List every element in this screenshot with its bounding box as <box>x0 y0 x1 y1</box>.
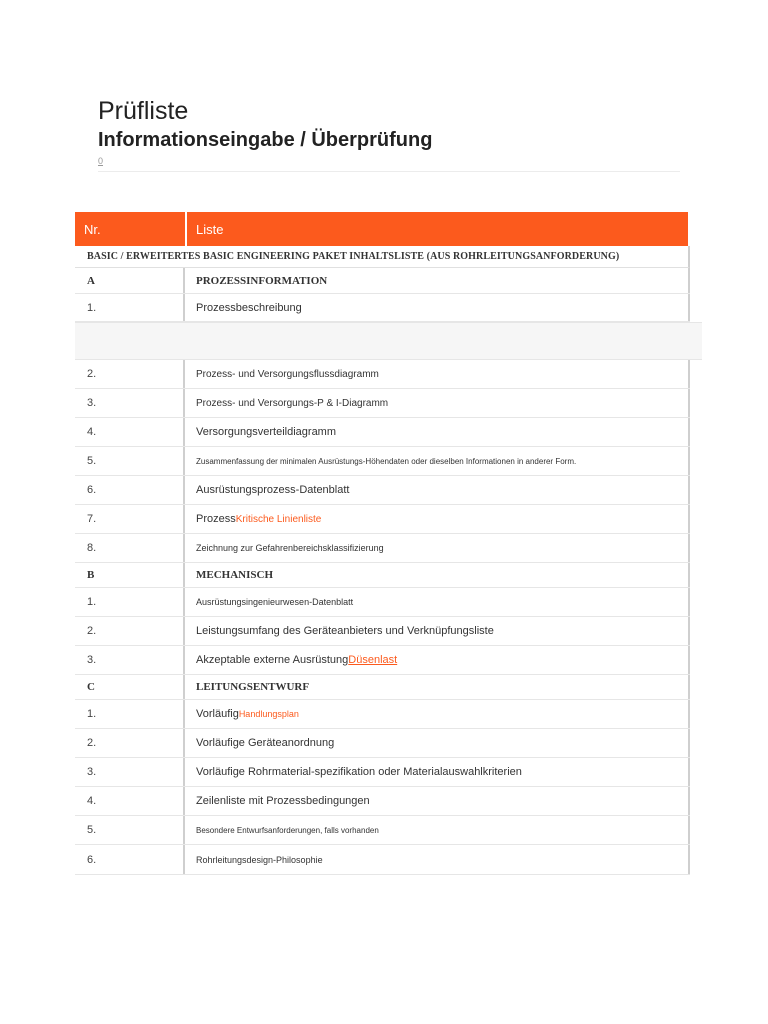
nozzle-load-link[interactable]: Düsenlast <box>348 654 398 666</box>
row-text: Vorläufige Geräteanordnung <box>185 729 690 757</box>
table-row <box>75 534 690 563</box>
column-header-nr: Nr. <box>75 212 185 246</box>
table-row <box>75 617 690 646</box>
row-text <box>185 700 690 728</box>
table-row <box>75 505 690 534</box>
row-text-prefix: Akzeptable externe Ausrüstung <box>196 654 349 666</box>
table-row <box>75 476 690 505</box>
comment-counter[interactable]: 0 <box>98 156 104 166</box>
row-text-prefix: Prozess <box>196 513 236 525</box>
row-text: Prozess- und Versorgungs-P & I-Diagramm <box>185 389 690 417</box>
table-row <box>75 787 690 816</box>
row-number: 3. <box>75 389 185 417</box>
section-row-b <box>75 563 690 588</box>
row-text: Ausrüstungsprozess-Datenblatt <box>185 476 690 504</box>
row-text: Rohrleitungsdesign-Philosophie <box>185 845 690 874</box>
row-text: Ausrüstungsingenieurwesen-Datenblatt <box>185 588 690 616</box>
row-text: Zeilenliste mit Prozessbedingungen <box>185 787 690 815</box>
column-header-liste: Liste <box>187 212 688 246</box>
row-text <box>185 505 690 533</box>
section-letter: A <box>75 268 185 293</box>
row-text <box>185 646 690 674</box>
section-name: PROZESSINFORMATION <box>185 268 690 293</box>
row-number: 3. <box>75 646 185 674</box>
row-text: Leistungsumfang des Geräteanbieters und Verknüpfungsliste <box>185 617 690 645</box>
row-text: Versorgungsverteildiagramm <box>185 418 690 446</box>
row-number: 1. <box>75 588 185 616</box>
row-text: Zusammenfassung der minimalen Ausrüstungs-Höhendaten oder dieselben Informationen in anderer Form. <box>185 447 690 475</box>
row-text: Prozessbeschreibung <box>185 294 690 321</box>
table-row <box>75 588 690 617</box>
critical-line-list-link[interactable]: Kritische Linienliste <box>235 513 322 525</box>
section-name: MECHANISCH <box>185 563 690 587</box>
row-number: 6. <box>75 845 185 874</box>
table-row <box>75 360 690 389</box>
table-row <box>75 389 690 418</box>
divider <box>98 171 680 172</box>
row-number: 5. <box>75 447 185 475</box>
row-number: 7. <box>75 505 185 533</box>
section-row-a <box>75 268 690 294</box>
row-text: Vorläufige Rohrmaterial-spezifikation oder Materialauswahlkriterien <box>185 758 690 786</box>
row-text: Zeichnung zur Gefahrenbereichsklassifizierung <box>185 534 690 562</box>
table-row <box>75 447 690 476</box>
row-number: 6. <box>75 476 185 504</box>
page-subtitle: Informationseingabe / Überprüfung <box>98 129 433 151</box>
table-banner: BASIC / ERWEITERTES BASIC ENGINEERING PAKET INHALTSLISTE (AUS ROHRLEITUNGSANFORDERUNG) <box>75 246 690 268</box>
page-header <box>98 96 680 172</box>
row-number: 8. <box>75 534 185 562</box>
blank-row <box>75 322 702 360</box>
row-number: 2. <box>75 360 185 388</box>
action-plan-link[interactable]: Handlungsplan <box>238 709 299 719</box>
row-number: 2. <box>75 617 185 645</box>
table-row <box>75 729 690 758</box>
table-header <box>75 212 690 246</box>
table-row <box>75 845 690 875</box>
row-number: 4. <box>75 418 185 446</box>
row-number: 2. <box>75 729 185 757</box>
row-text: Besondere Entwurfsanforderungen, falls vorhanden <box>185 816 690 844</box>
table-row <box>75 700 690 729</box>
row-text: Prozess- und Versorgungsflussdiagramm <box>185 360 690 388</box>
checklist-table <box>75 212 690 875</box>
table-row <box>75 294 690 322</box>
row-number: 4. <box>75 787 185 815</box>
table-row <box>75 816 690 845</box>
row-text-prefix: Vorläufig <box>196 708 239 720</box>
section-name: LEITUNGSENTWURF <box>185 675 690 699</box>
row-number: 1. <box>75 294 185 321</box>
page-title: Prüfliste <box>98 97 189 125</box>
row-number: 5. <box>75 816 185 844</box>
section-letter: C <box>75 675 185 699</box>
table-row <box>75 646 690 675</box>
table-row <box>75 418 690 447</box>
row-number: 3. <box>75 758 185 786</box>
section-row-c <box>75 675 690 700</box>
row-number: 1. <box>75 700 185 728</box>
table-row <box>75 758 690 787</box>
section-letter: B <box>75 563 185 587</box>
